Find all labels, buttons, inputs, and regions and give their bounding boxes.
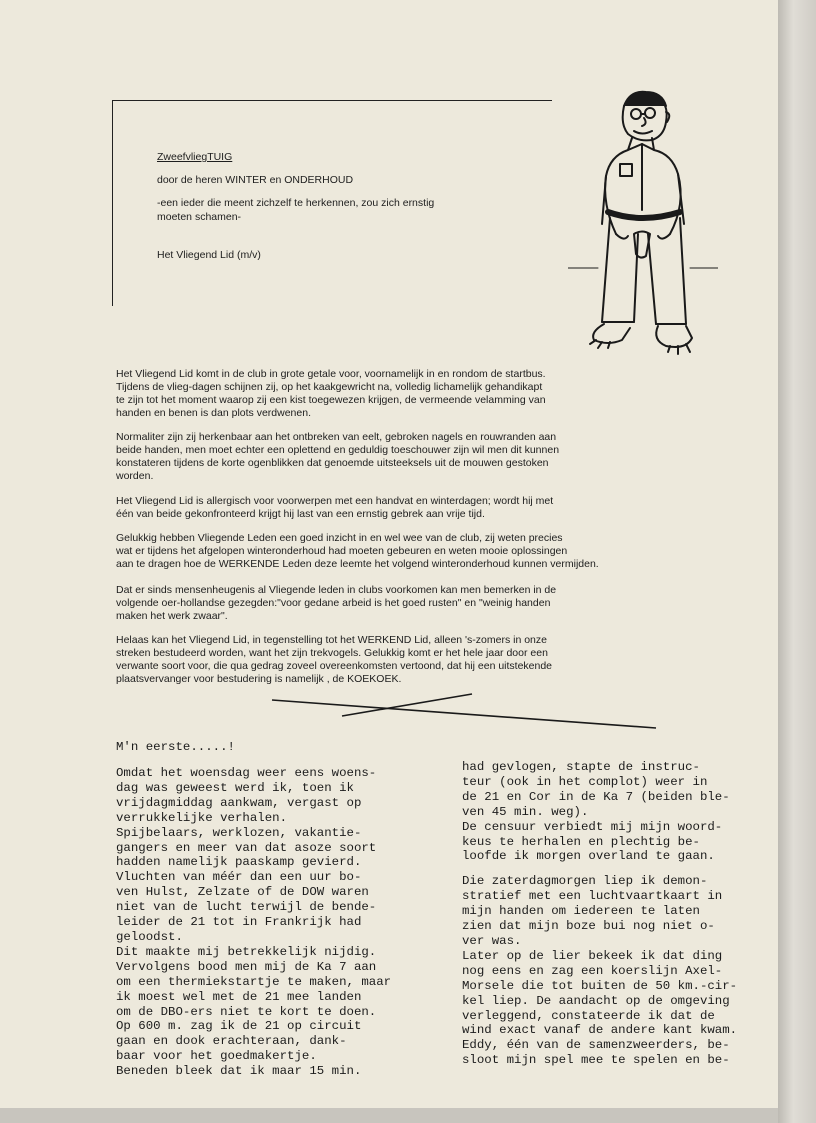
- column-line: gangers en meer van dat asoze soort: [116, 840, 377, 855]
- paragraph-line: handen en benen is dan plots verdwenen.: [116, 407, 311, 419]
- paragraph-line: aan te dragen hoe de WERKENDE Leden deze leemte het volgend winteronderhoud kunnen vermijden.: [116, 558, 599, 570]
- column-line: mijn handen om iedereen te laten: [462, 904, 700, 919]
- column-line: Die zaterdagmorgen liep ik demon-: [462, 874, 708, 889]
- column-line: ik moest wel met de 21 mee landen: [116, 989, 362, 1004]
- paragraph-line: Helaas kan het Vliegend Lid, in tegenstelling tot het WERKEND Lid, alleen 's-zomers in onze: [116, 634, 547, 646]
- column-line: keus te herhalen en plechtig be-: [462, 834, 700, 849]
- column-line: verrukkelijke verhalen.: [116, 810, 288, 825]
- article-title: ZweefvliegTUIG: [157, 151, 233, 163]
- column-line: Spijbelaars, werklozen, vakantie-: [116, 825, 362, 840]
- page-bottom-edge: [0, 1108, 778, 1123]
- paragraph-6: [116, 634, 691, 686]
- column-line: niet van de lucht terwijl de bende-: [116, 900, 377, 915]
- story-left-column: [116, 766, 391, 1079]
- paragraph-5: [116, 584, 691, 623]
- paragraph-line: worden.: [116, 470, 154, 482]
- column-line: hadden namelijk paaskamp gevierd.: [116, 855, 362, 870]
- column-line: geloodst.: [116, 929, 183, 944]
- column-line: Vluchten van méér dan een uur bo-: [116, 870, 362, 885]
- column-line: leider de 21 tot in Frankrijk had: [116, 915, 362, 930]
- story-right-column: [462, 760, 737, 1068]
- column-line: om een thermiekstartje te maken, maar: [116, 974, 392, 989]
- column-line: teur (ook in het complot) weer in: [462, 774, 708, 789]
- column-line: nog eens en zag een koerslijn Axel-: [462, 963, 723, 978]
- column-line: de 21 en Cor in de Ka 7 (beiden ble-: [462, 789, 730, 804]
- paragraph-line: wat er tijdens het afgelopen winteronderhoud had moeten gebeuren en weten mooie oplossingen: [116, 545, 568, 557]
- column-line: om de DBO-ers niet te kort te doen.: [116, 1004, 377, 1019]
- paragraph-line: volgende oer-hollandse gezegden:"voor gedane arbeid is het goed rusten" en "weinig handen: [116, 597, 551, 609]
- paragraph-line: Dat er sinds mensenheugenis al Vliegende leden in clubs voorkomen kan men bemerken in de: [116, 584, 557, 596]
- column-line: Morsele die tot buiten de 50 km.-cir-: [462, 978, 738, 993]
- header-box-top-rule: [112, 100, 552, 101]
- page-edge-shadow: [778, 0, 816, 1123]
- paragraph-line: Gelukkig hebben Vliegende Leden een goed inzicht in en wel wee van de club, zij weten precies: [116, 532, 563, 544]
- column-line: gaan en dook erachteraan, dank-: [116, 1034, 347, 1049]
- column-line: vrijdagmiddag aankwam, vergast op: [116, 795, 362, 810]
- column-line: dag was geweest werd ik, toen ik: [116, 780, 354, 795]
- story-title: M'n eerste.....!: [116, 740, 235, 754]
- paragraph-line: te zijn tot het moment waarop zij een kist toegewezen krijgen, de vermeende velamming van: [116, 394, 546, 406]
- column-line: Dit maakte mij betrekkelijk nijdig.: [116, 944, 377, 959]
- paragraph-1: [116, 368, 691, 420]
- column-line: Later op de lier bekeek ik dat ding: [462, 948, 723, 963]
- paragraph-line: één van beide gekonfronteerd krijgt hij last van een ernstig gebrek aan vrije tijd.: [116, 508, 485, 520]
- column-line: wind exact vanaf de andere kant kwam.: [462, 1023, 738, 1038]
- column-line: kel liep. De aandacht op de omgeving: [462, 993, 730, 1008]
- section-divider-lines: [268, 690, 660, 736]
- column-line: Beneden bleek dat ik maar 15 min.: [116, 1064, 362, 1079]
- paragraph-line: maken het werk zwaar".: [116, 610, 228, 622]
- column-line: ven 45 min. weg).: [462, 804, 589, 819]
- paragraph-3: [116, 495, 691, 521]
- column-line: zien dat mijn boze bui nog niet o-: [462, 919, 715, 934]
- article-byline: door de heren WINTER en ONDERHOUD: [157, 174, 354, 186]
- paragraph-line: Het Vliegend Lid komt in de club in grote getale voor, voornamelijk in en rondom de startbus.: [116, 368, 546, 380]
- paragraph-gap: [462, 864, 737, 874]
- paragraph-line: konstateren tijdens de korte ogenblikken dat genoemde uitsteeksels uit de mouwen gestoken: [116, 457, 549, 469]
- column-line: stratief met een luchtvaartkaart in: [462, 889, 723, 904]
- column-line: had gevlogen, stapte de instruc-: [462, 760, 700, 774]
- paragraph-4: [116, 532, 691, 571]
- paragraph-line: beide handen, men moet echter een oplettend en geduldig toeschouwer zijn wil men dit kunnen: [116, 444, 560, 456]
- disclaimer-line-1: -een ieder die meent zichzelf te herkennen, zou zich ernstig: [157, 197, 435, 209]
- paragraph-line: Het Vliegend Lid is allergisch voor voorwerpen met een handvat en winterdagen; wordt hij met: [116, 495, 554, 507]
- column-line: ver was.: [462, 933, 522, 948]
- cartoon-man-illustration: [568, 84, 718, 364]
- column-line: sloot mijn spel mee te spelen en be-: [462, 1053, 730, 1068]
- article-subject: Het Vliegend Lid (m/v): [157, 249, 261, 261]
- paragraph-line: Normaliter zijn zij herkenbaar aan het ontbreken van eelt, gebroken nagels en rouwranden aan: [116, 431, 557, 443]
- paragraph-line: plaatsvervanger voor bestudering is namelijk , de KOEKOEK.: [116, 673, 402, 685]
- column-line: Op 600 m. zag ik de 21 op circuit: [116, 1019, 362, 1034]
- column-line: ven Hulst, Zelzate of de DOW waren: [116, 885, 369, 900]
- disclaimer-line-2: moeten schamen-: [157, 211, 242, 223]
- paragraph-line: streken bestudeerd worden, want het zijn trekvogels. Gelukkig komt er het hele jaar door een: [116, 647, 548, 659]
- column-line: verleggend, constateerde ik dat de: [462, 1008, 715, 1023]
- paragraph-line: verwante soort voor, die qua gedrag zoveel overeenkomsten vertoond, dat hij een uitstekende: [116, 660, 553, 672]
- header-box-left-rule: [112, 100, 113, 306]
- paragraph-2: [116, 431, 691, 483]
- column-line: baar voor het goedmakertje.: [116, 1049, 317, 1064]
- paragraph-line: Tijdens de vlieg-dagen schijnen zij, op het kaakgewricht na, volledig lichamelijk gehandikapt: [116, 381, 543, 393]
- column-line: Omdat het woensdag weer eens woens-: [116, 766, 377, 780]
- column-line: Vervolgens bood men mij de Ka 7 aan: [116, 959, 377, 974]
- column-line: De censuur verbiedt mij mijn woord-: [462, 819, 723, 834]
- column-line: loofde ik morgen overland te gaan.: [462, 849, 715, 864]
- column-line: Eddy, één van de samenzweerders, be-: [462, 1038, 730, 1053]
